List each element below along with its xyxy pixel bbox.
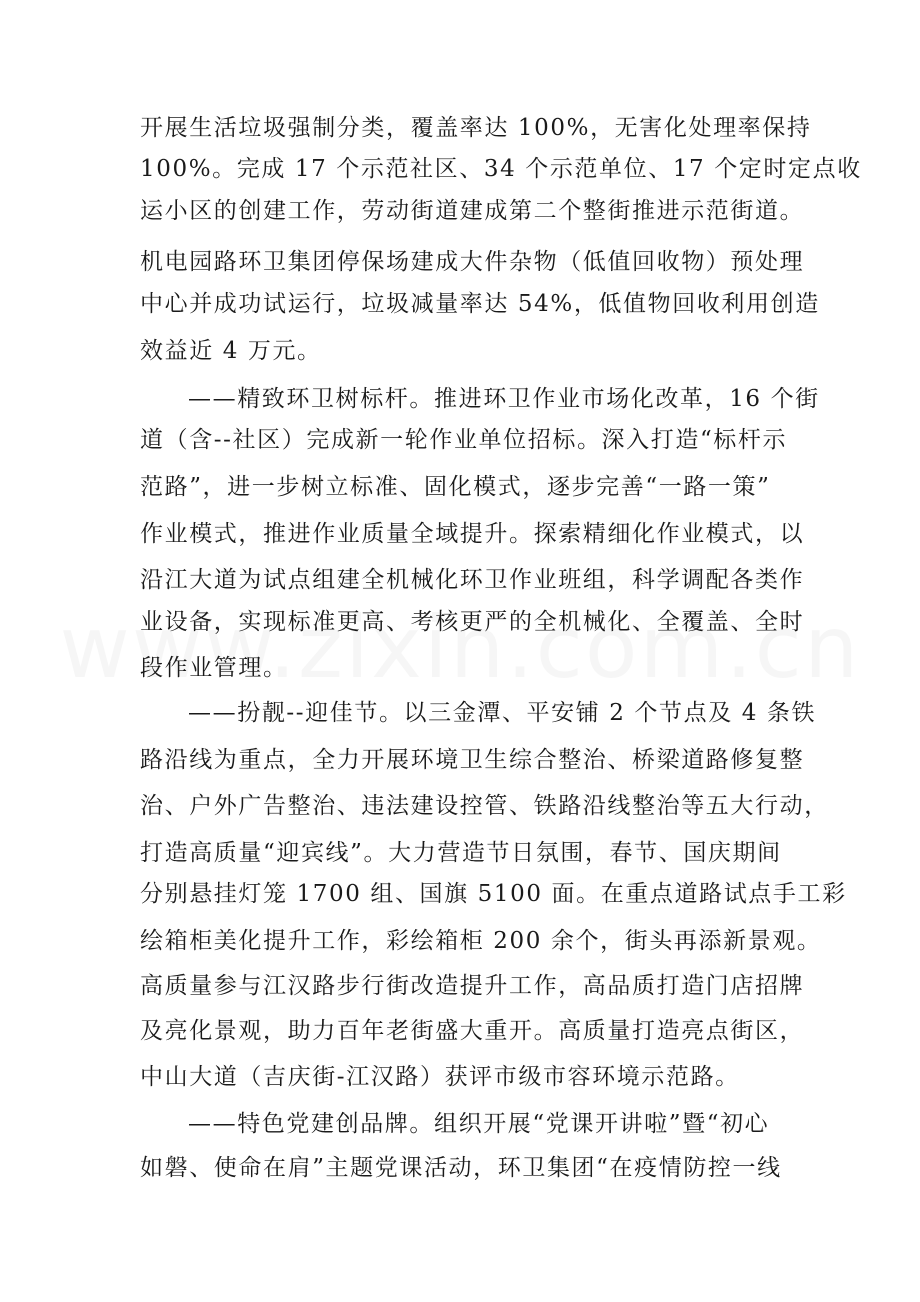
- text-line: 范路”，进一步树立标准、固化模式，逐步完善“一路一策”: [140, 474, 771, 500]
- text-line: 效益近 4 万元。: [140, 338, 322, 364]
- text-line: 机电园路环卫集团停保场建成大件杂物（低值回收物）预处理: [140, 249, 805, 275]
- text-line: 沿江大道为试点组建全机械化环卫作业班组，科学调配各类作: [140, 567, 805, 593]
- text-line: 开展生活垃圾强制分类，覆盖率达 100%，无害化处理率保持: [140, 115, 812, 141]
- text-line: 运小区的创建工作，劳动街道建成第二个整街推进示范街道。: [140, 198, 805, 224]
- text-line: 高质量参与江汉路步行街改造提升工作，高品质打造门店招牌: [140, 973, 805, 999]
- text-line: ——扮靓--迎佳节。以三金潭、平安铺 2 个节点及 4 条铁: [188, 700, 817, 726]
- text-line: 业设备，实现标准更高、考核更严的全机械化、全覆盖、全时: [140, 609, 805, 635]
- text-line: 路沿线为重点，全力开展环境卫生综合整治、桥梁道路修复整: [140, 747, 805, 773]
- text-line: 分别悬挂灯笼 1700 组、国旗 5100 面。在重点道路试点手工彩: [140, 881, 847, 907]
- text-line: 作业模式，推进作业质量全域提升。探索精细化作业模式，以: [140, 521, 805, 547]
- text-line: 道（含--社区）完成新一轮作业单位招标。深入打造“标杆示: [140, 427, 788, 453]
- text-line: 如磐、使命在肩”主题党课活动，环卫集团“在疫情防控一线: [140, 1155, 782, 1181]
- text-line: 中心并成功试运行，垃圾减量率达 54%，低值物回收利用创造: [140, 291, 820, 317]
- text-line: ——特色党建创品牌。组织开展“党课开讲啦”暨“初心: [188, 1111, 770, 1137]
- text-line: 100%。完成 17 个示范社区、34 个示范单位、17 个定时定点收: [140, 156, 862, 182]
- text-line: 段作业管理。: [140, 655, 288, 681]
- text-line: 打造高质量“迎宾线”。大力营造节日氛围，春节、国庆期间: [140, 840, 782, 866]
- text-line: 绘箱柜美化提升工作，彩绘箱柜 200 余个，街头再添新景观。: [140, 928, 822, 954]
- text-line: 治、户外广告整治、违法建设控管、铁路沿线整治等五大行动，: [140, 793, 829, 819]
- text-line: ——精致环卫树标杆。推进环卫作业市场化改革，16 个街: [188, 386, 820, 412]
- text-line: 中山大道（吉庆街-江汉路）获评市级市容环境示范路。: [140, 1064, 740, 1090]
- text-line: 及亮化景观，助力百年老街盛大重开。高质量打造亮点街区，: [140, 1018, 805, 1044]
